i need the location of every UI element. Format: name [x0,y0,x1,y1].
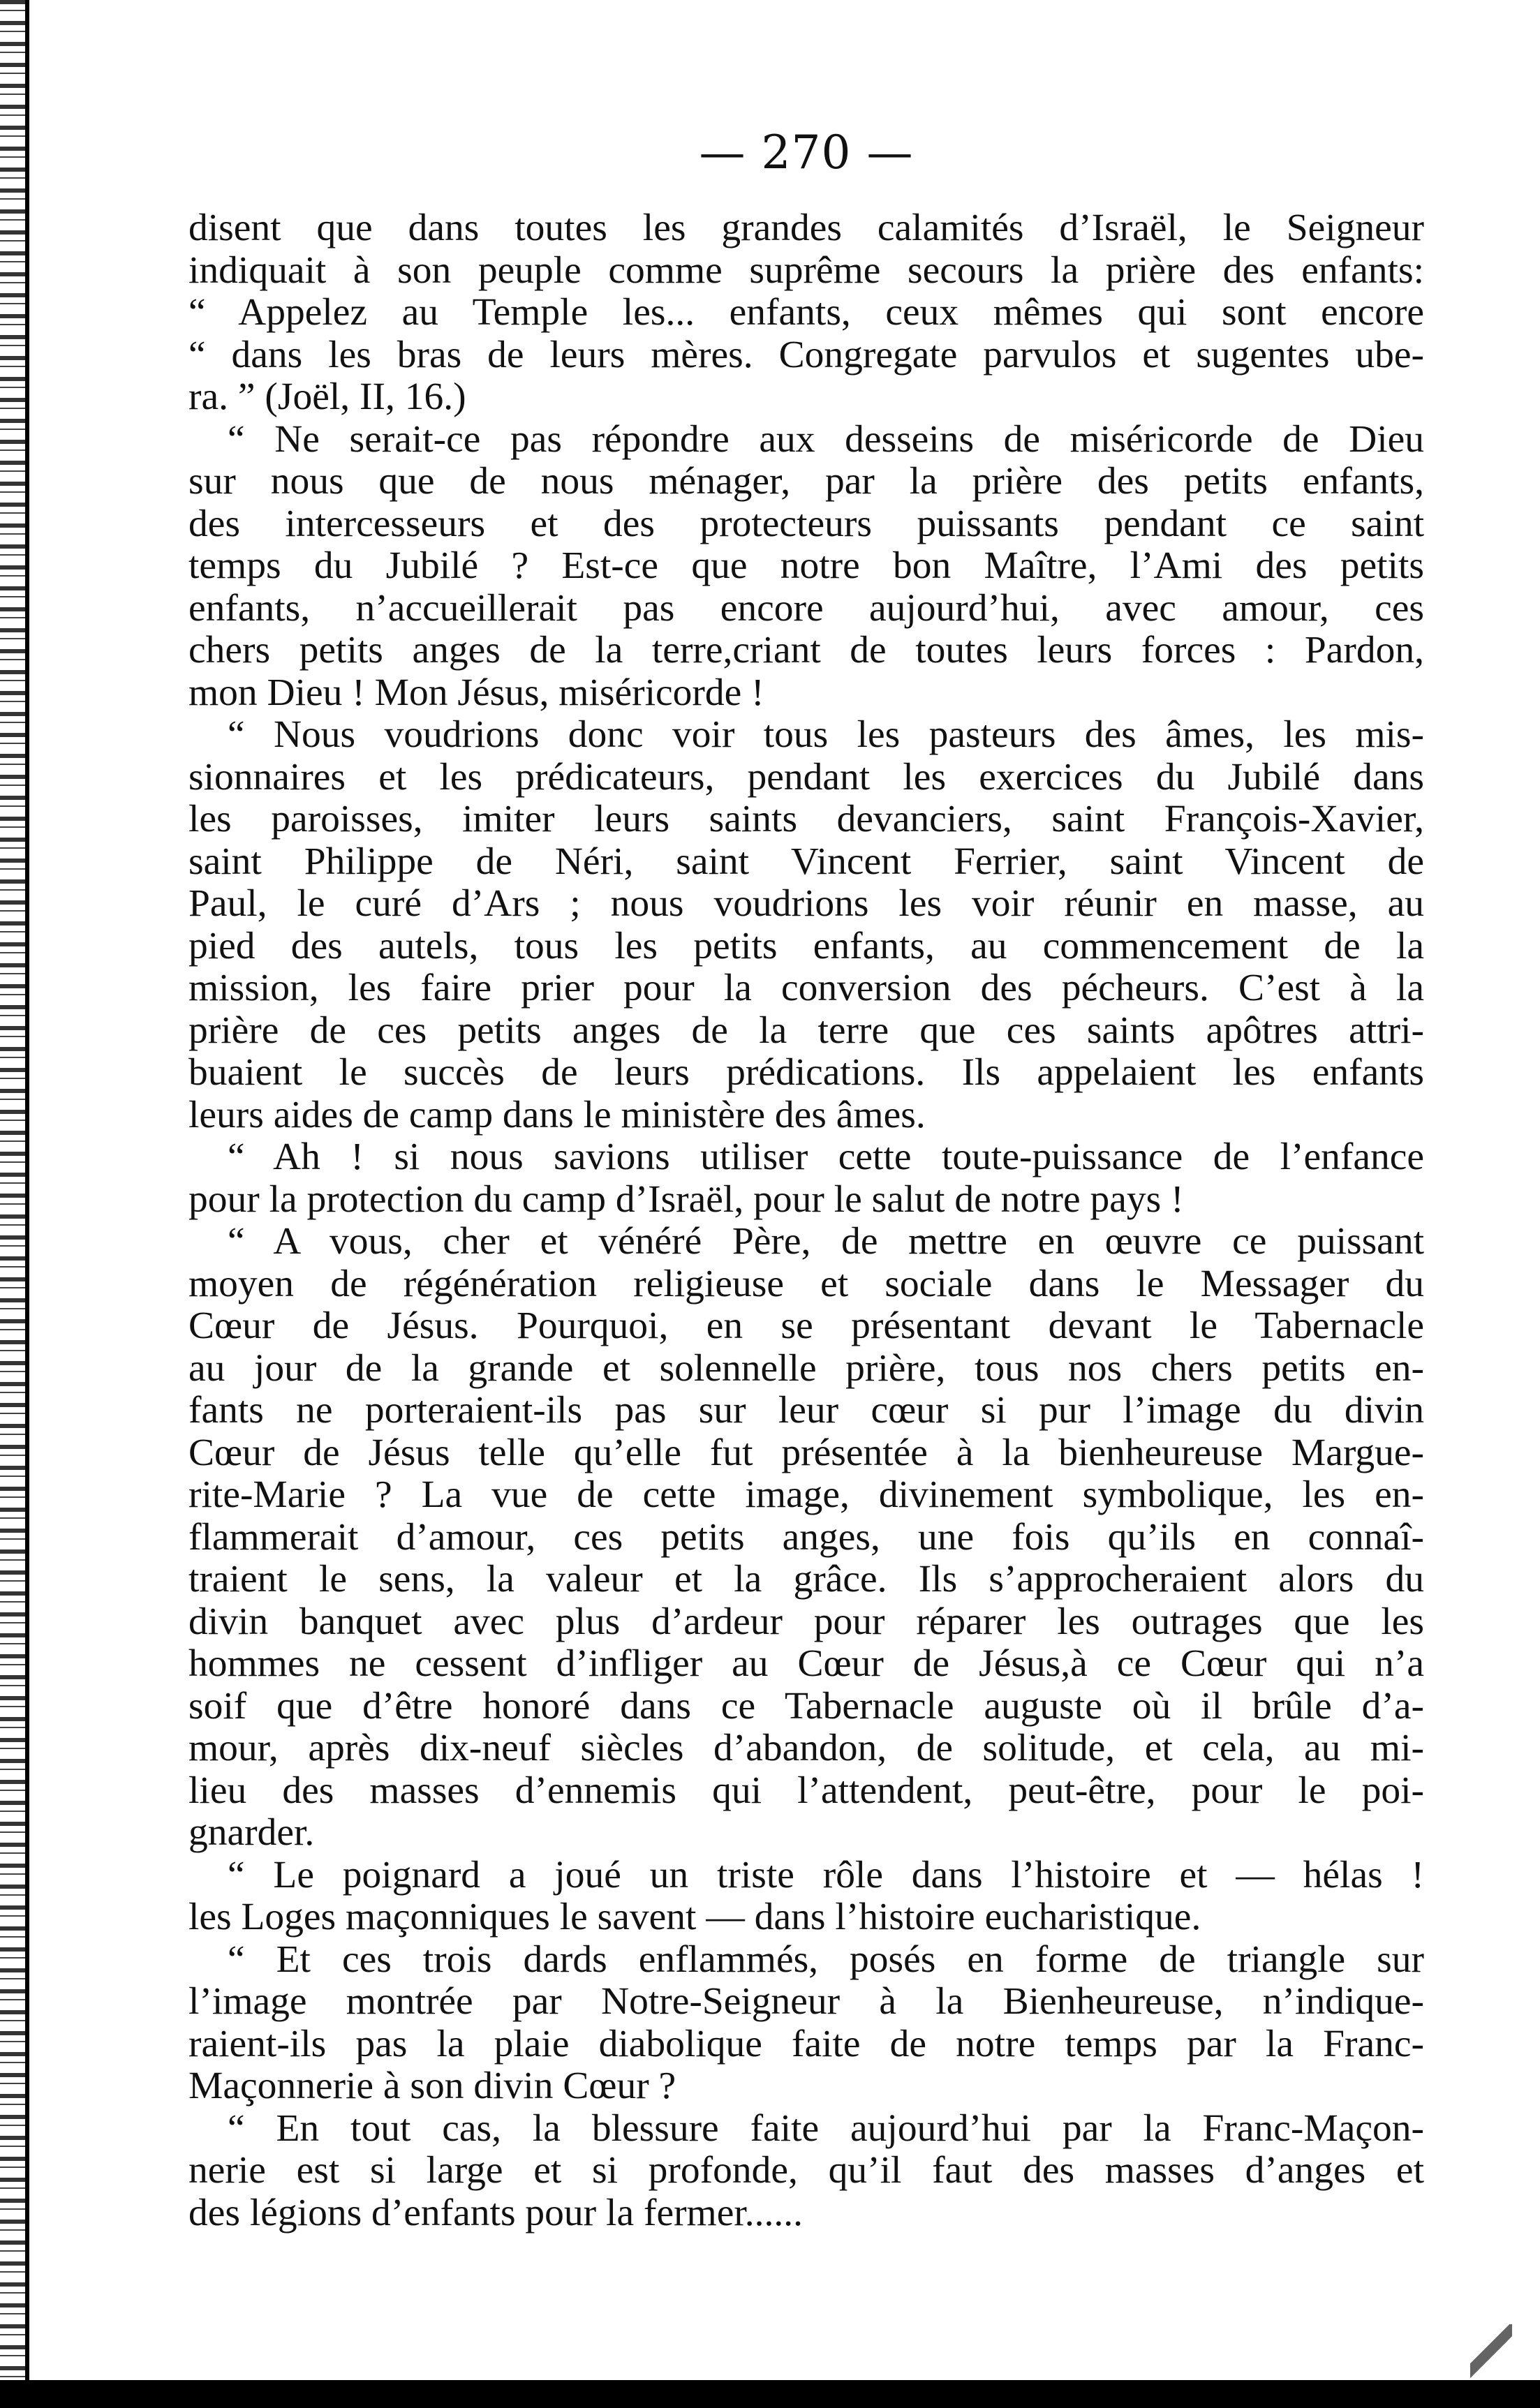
text-line: ra. ” (Joël, II, 16.) [188,376,466,418]
text-line: temps du Jubilé ? Est-ce que notre bon Maître, l’Ami des petits [188,544,1424,587]
text-line: pied des autels, tous les petits enfants, au commencement de la [188,924,1424,967]
text-line: “ Et ces trois dards enflammés, posés en forme de triangle sur [228,1938,1424,1981]
text-line: enfants, n’accueillerait pas encore aujourd’hui, avec amour, ces [188,586,1424,630]
text-line: les paroisses, imiter leurs saints devanciers, saint François-Xavier, [188,798,1424,840]
text-line: “ dans les bras de leurs mères. Congregate parvulos et sugentes ube- [188,333,1424,376]
text-line: buaient le succès de leurs prédications. Ils appelaient les enfants [188,1051,1424,1094]
text-line: gnarder. [188,1811,315,1854]
text-line: Cœur de Jésus telle qu’elle fut présentée à la bienheureuse Margue- [188,1431,1424,1474]
scan-left-edge [0,0,25,2408]
text-line: indiquait à son peuple comme suprême secours la prière des enfants: [188,248,1424,292]
text-line: disent que dans toutes les grandes calamités d’Israël, le Seigneur [188,207,1424,249]
scan-bottom-edge [0,2380,1540,2408]
page-body-text [188,207,1424,2234]
text-line: traient le sens, la valeur et la grâce. Ils s’approcheraient alors du [188,1558,1424,1600]
text-line: lieu des masses d’ennemis qui l’attendent, peut-être, pour le poi- [188,1769,1424,1812]
text-line: “ A vous, cher et vénéré Père, de mettre en œuvre ce puissant [228,1220,1424,1263]
text-line: sionnaires et les prédicateurs, pendant les exercices du Jubilé dans [188,755,1424,798]
text-line: Paul, le curé d’Ars ; nous voudrions les voir réunir en masse, au [188,882,1424,925]
text-line: pour la protection du camp d’Israël, pour le salut de notre pays ! [188,1177,1184,1221]
text-line: des intercesseurs et des protecteurs puissants pendant ce saint [188,502,1424,545]
text-line: Cœur de Jésus. Pourquoi, en se présentant devant le Tabernacle [188,1305,1424,1347]
text-line: mour, après dix-neuf siècles d’abandon, de solitude, et cela, au mi- [188,1727,1424,1769]
text-line: flammerait d’amour, ces petits anges, une fois qu’ils en connaî- [188,1515,1424,1559]
text-line: des légions d’enfants pour la fermer...... [188,2191,804,2234]
scan-binding-shadow [25,0,29,2408]
text-line: chers petits anges de la terre,criant de toutes leurs forces : Pardon, [188,629,1424,671]
text-line: divin banquet avec plus d’ardeur pour réparer les outrages que les [188,1600,1424,1643]
text-line: “ En tout cas, la blessure faite aujourd’hui par la Franc-Maçon- [228,2106,1424,2150]
text-line: soif que d’être honoré dans ce Tabernacle auguste où il brûle d’a- [188,1684,1424,1727]
text-line: prière de ces petits anges de la terre que ces saints apôtres attri- [188,1009,1424,1052]
text-line: “ Appelez au Temple les... enfants, ceux mêmes qui sont encore [188,291,1424,334]
text-line: l’image montrée par Notre-Seigneur à la Bienheureuse, n’indique- [188,1980,1424,2023]
text-line: nerie est si large et si profonde, qu’il faut des masses d’anges et [188,2149,1424,2192]
text-line: les Loges maçonniques le savent — dans l’histoire eucharistique. [188,1896,1201,1938]
text-line: “ Le poignard a joué un triste rôle dans l’histoire et — hélas ! [228,1853,1424,1896]
text-line: “ Ah ! si nous savions utiliser cette toute-puissance de l’enfance [228,1136,1424,1178]
text-line: fants ne porteraient-ils pas sur leur cœur si pur l’image du divin [188,1389,1424,1432]
scan-corner-mark [1470,2324,1512,2380]
text-line: “ Ne serait-ce pas répondre aux desseins de miséricorde de Dieu [228,417,1424,461]
text-line: au jour de la grande et solennelle prière, tous nos chers petits en- [188,1346,1424,1390]
text-line: “ Nous voudrions donc voir tous les pasteurs des âmes, les mis- [228,713,1424,756]
page-number: — 270 — [699,126,914,179]
book-page [188,126,1424,2289]
text-line: moyen de régénération religieuse et sociale dans le Messager du [188,1262,1424,1305]
text-line: mission, les faire prier pour la conversion des pécheurs. C’est à la [188,967,1424,1009]
text-line: mon Dieu ! Mon Jésus, miséricorde ! [188,671,764,714]
text-line: Maçonnerie à son divin Cœur ? [188,2065,676,2107]
text-line: saint Philippe de Néri, saint Vincent Ferrier, saint Vincent de [188,840,1424,883]
text-line: sur nous que de nous ménager, par la prière des petits enfants, [188,460,1424,503]
text-line: hommes ne cessent d’infliger au Cœur de Jésus,à ce Cœur qui n’a [188,1642,1424,1685]
text-line: raient-ils pas la plaie diabolique faite de notre temps par la Franc- [188,2022,1424,2065]
text-line: leurs aides de camp dans le ministère des âmes. [188,1093,926,1136]
text-line: rite-Marie ? La vue de cette image, divinement symbolique, les en- [188,1473,1424,1516]
